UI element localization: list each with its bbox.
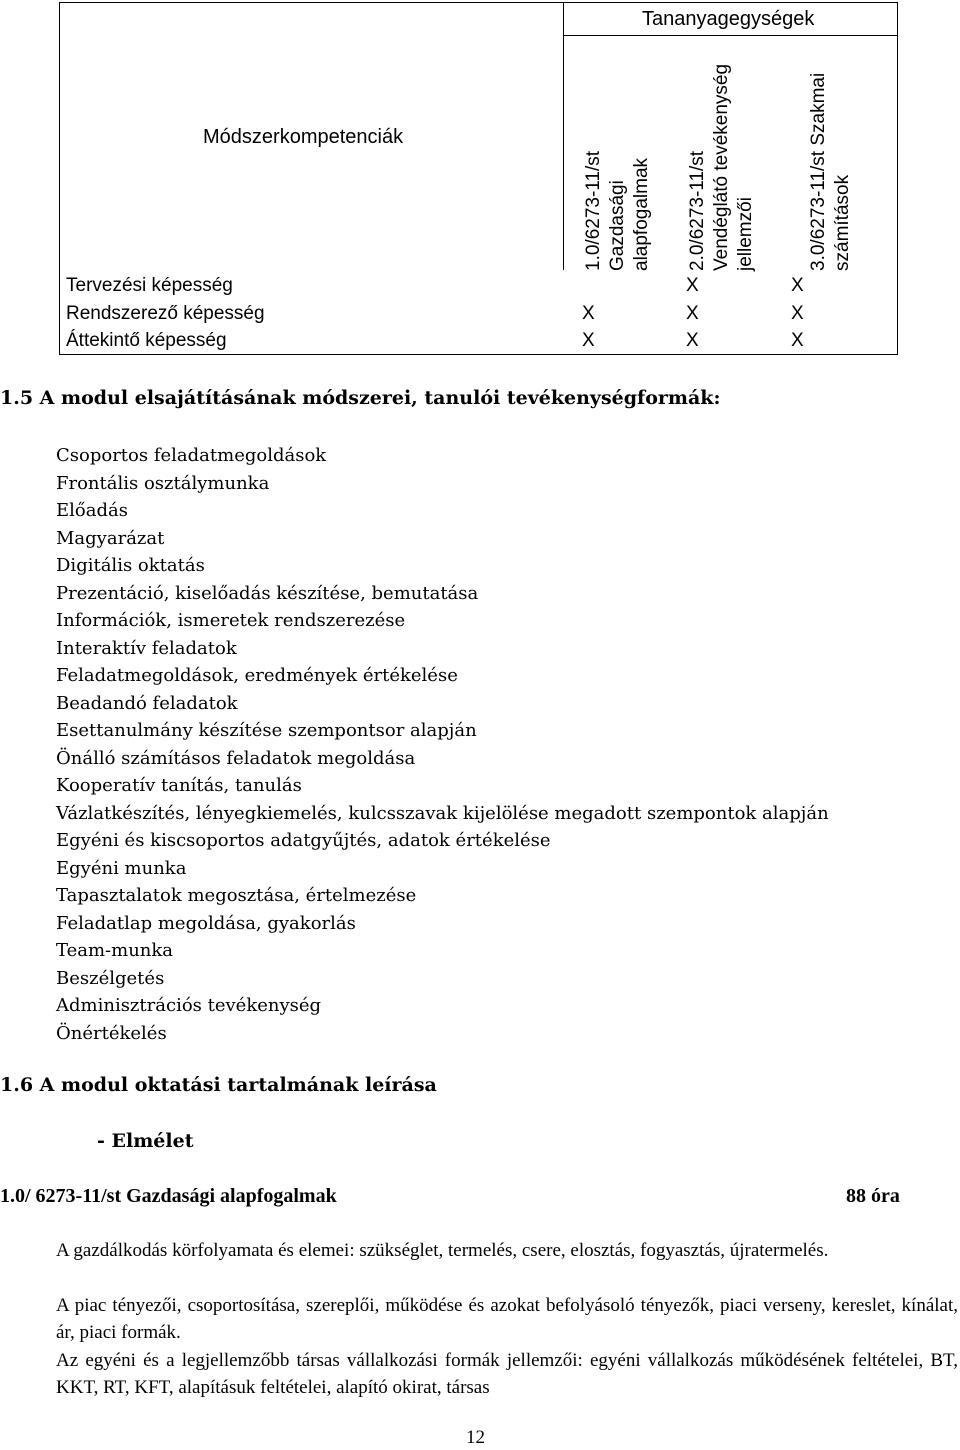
column-header-2-line: Vendéglátó tevékenység (711, 63, 732, 271)
list-item: Feladatlap megoldása, gyakorlás (56, 912, 356, 934)
list-item: Kooperatív tanítás, tanulás (56, 775, 302, 796)
list-item: Frontális osztálymunka (56, 472, 270, 494)
competence-table (59, 2, 898, 355)
section-1-6-subheading: - Elmélet (97, 1130, 194, 1152)
list-item: Csoportos feladatmegoldások (56, 445, 327, 466)
row-mark: X (686, 303, 699, 324)
row-mark: X (791, 303, 804, 324)
list-item: Egyéni és kiscsoportos adatgyűjtés, adatok értékelése (56, 830, 551, 851)
list-item: Digitális oktatás (56, 555, 205, 576)
row-label: Áttekintő képesség (66, 330, 227, 351)
list-item: Feladatmegoldások, eredmények értékelése (56, 665, 458, 686)
list-item: Információk, ismeretek rendszerezése (56, 610, 406, 631)
list-item: Egyéni munka (56, 857, 187, 879)
column-header-2-line: jellemzői (735, 197, 756, 271)
table-title: Módszerkompetenciák (203, 126, 404, 148)
list-item: Adminisztrációs tevékenység (56, 995, 322, 1016)
page-number: 12 (466, 1427, 485, 1448)
row-mark: X (791, 275, 804, 296)
unit-hours: 88 óra (846, 1185, 900, 1207)
list-item: Team-munka (56, 940, 174, 961)
list-item: Előadás (56, 500, 128, 521)
column-header-3 (807, 73, 855, 271)
row-mark: X (686, 275, 699, 296)
row-mark: X (582, 303, 595, 324)
list-item: Vázlatkészítés, lényegkiemelés, kulcsszavak kijelölése megadott szempontok alapján (56, 802, 829, 824)
column-header-3-line: számítások (832, 174, 853, 271)
table-group-header: Tananyagegységek (642, 8, 815, 30)
list-item: Tapasztalatok megosztása, értelmezése (56, 885, 417, 906)
table-divider-vertical (563, 3, 564, 270)
row-label: Tervezési képesség (66, 275, 233, 296)
list-item: Prezentáció, kiselőadás készítése, bemutatása (56, 582, 479, 604)
unit-paragraph: A piac tényezői, csoportosítása, szereplői, működése és azokat befolyásoló tényezők, piaci verseny, kereslet, kínálat, ár, piaci formák. (56, 1295, 958, 1343)
column-header-1-line: alapfogalmak (631, 157, 652, 271)
list-item: Beadandó feladatok (56, 692, 238, 714)
list-item: Magyarázat (56, 527, 165, 549)
list-item: Önértékelés (56, 1022, 167, 1044)
list-item: Önálló számításos feladatok megoldása (56, 747, 416, 769)
column-header-1-line: 1.0/6273-11/st (583, 150, 604, 271)
row-mark: X (791, 330, 804, 351)
column-header-2-line: 2.0/6273-11/st (687, 150, 708, 271)
column-header-1-line: Gazdasági (607, 180, 628, 271)
table-divider-horizontal (563, 35, 897, 36)
list-item: Interaktív feladatok (56, 637, 237, 659)
method-list (56, 442, 829, 1047)
column-header-1 (582, 151, 654, 271)
unit-title: 1.0/ 6273-11/st Gazdasági alapfogalmak (0, 1185, 337, 1207)
list-item: Esettanulmány készítése szempontsor alapján (56, 720, 477, 741)
column-header-2 (686, 64, 758, 271)
unit-paragraph: A gazdálkodás körfolyamata és elemei: szükséglet, termelés, csere, elosztás, fogyasztás, újratermelés. (56, 1240, 829, 1261)
row-label: Rendszerező képesség (66, 303, 265, 324)
row-mark: X (582, 330, 595, 351)
unit-paragraph: Az egyéni és a legjellemzőbb társas vállalkozási formák jellemzői: egyéni vállalkozás működésének feltételei, BT, KKT, RT, KFT, alapításuk feltételei, alapító okirat, társas (56, 1350, 958, 1398)
section-1-5-heading: 1.5 A modul elsajátításának módszerei, tanulói tevékenységformák: (0, 387, 721, 409)
list-item: Beszélgetés (56, 967, 165, 989)
column-header-3-line: 3.0/6273-11/st Szakmai (808, 72, 829, 271)
row-mark: X (686, 330, 699, 351)
section-1-6-heading: 1.6 A modul oktatási tartalmának leírása (0, 1074, 437, 1096)
